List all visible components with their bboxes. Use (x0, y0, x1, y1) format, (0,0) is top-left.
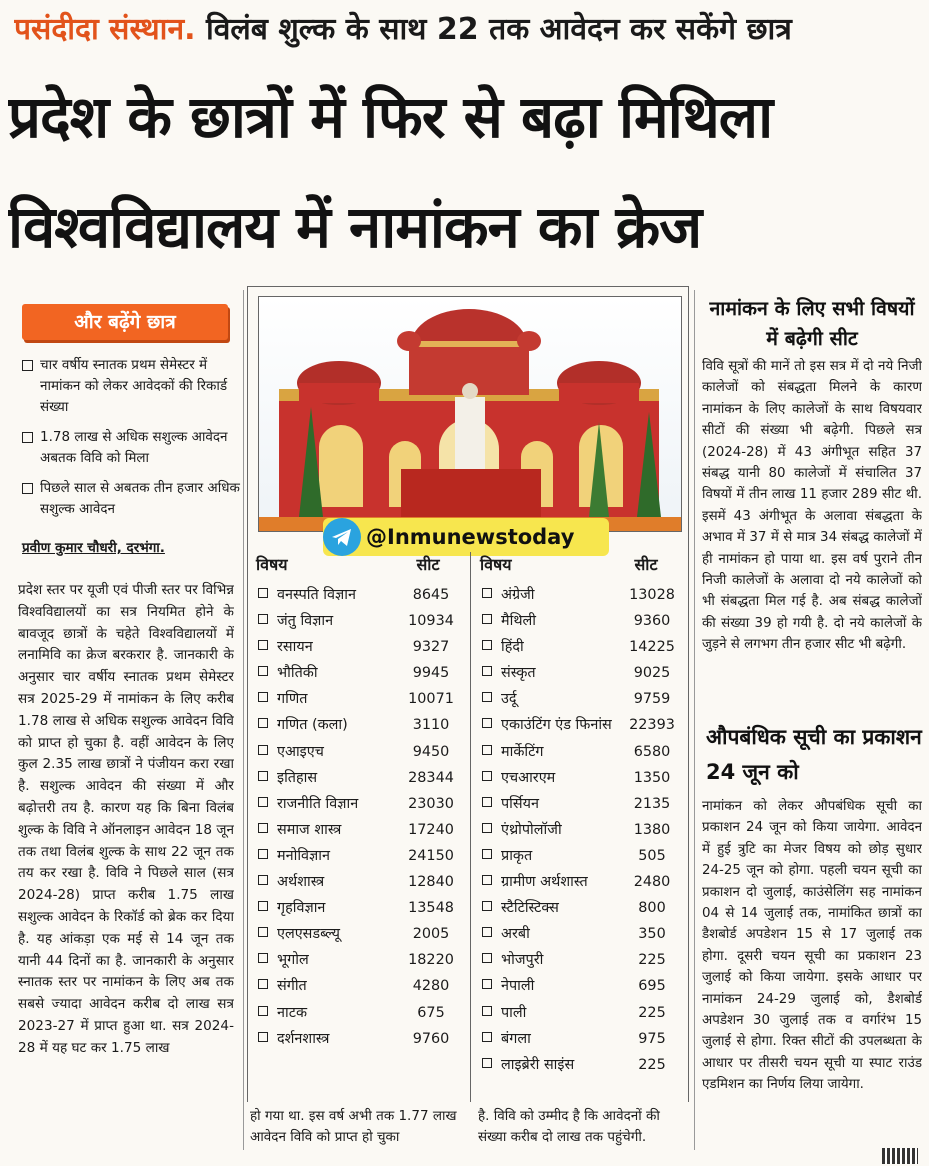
subject-name: अरबी (501, 926, 530, 943)
seat-count: 800 (638, 900, 666, 917)
checkbox-icon (482, 849, 492, 859)
table-row (482, 895, 688, 921)
telegram-glyph (323, 518, 361, 556)
subject-name: इतिहास (277, 769, 318, 786)
table-row (258, 843, 468, 869)
subject-cell (258, 1026, 400, 1052)
subject-cell (482, 817, 620, 843)
table-row (258, 1026, 468, 1052)
column-divider (243, 290, 244, 1150)
table-row (258, 686, 468, 712)
table-row (258, 582, 468, 608)
checkbox-icon (258, 1032, 268, 1042)
table-row (482, 634, 688, 660)
checkbox-icon (258, 745, 268, 755)
subject-cell (258, 973, 400, 999)
seat-count: 9759 (633, 691, 671, 708)
subject-name: अर्थशास्त्र (277, 874, 325, 891)
subject-name: पर्सियन (501, 795, 539, 812)
subject-cell (258, 817, 400, 843)
subject-cell (482, 921, 620, 947)
checkbox-icon (258, 901, 268, 911)
table-row (482, 608, 688, 634)
table-row (482, 739, 688, 765)
checkbox-icon (258, 1006, 268, 1016)
subject-name: पाली (501, 1004, 527, 1021)
table-row (482, 712, 688, 738)
checkbox-icon (482, 875, 492, 885)
seat-count: 225 (638, 952, 666, 969)
checkbox-icon (482, 953, 492, 963)
headline-line-1: प्रदेश के छात्रों में फिर से बढ़ा मिथिला (8, 83, 773, 151)
checkbox-icon (482, 1058, 492, 1068)
checkbox-icon (258, 640, 268, 650)
table-row (258, 817, 468, 843)
subject-name: स्टैटिस्टिक्स (501, 900, 559, 917)
byline: प्रवीण कुमार चौधरी, दरभंगा. (22, 540, 165, 556)
seat-count: 225 (638, 1056, 666, 1073)
seat-count: 23030 (408, 795, 454, 812)
seat-count: 1350 (633, 769, 671, 786)
table-row (482, 791, 688, 817)
subject-cell (258, 660, 400, 686)
table-row (482, 1000, 688, 1026)
subject-name: हिंदी (501, 639, 524, 656)
university-building-photo (258, 296, 682, 532)
seat-count: 9450 (412, 743, 450, 760)
seat-count: 14225 (629, 639, 675, 656)
seat-count: 10934 (408, 613, 454, 630)
building-illustration (259, 297, 681, 531)
checkbox-icon (482, 979, 492, 989)
subject-name: समाज शास्त्र (277, 821, 342, 838)
subject-cell (258, 1000, 400, 1026)
seat-count: 3110 (412, 717, 450, 734)
table-row (258, 739, 468, 765)
table-row (258, 660, 468, 686)
checkbox-icon (482, 1006, 492, 1016)
subject-name: दर्शनशास्त्र (277, 1030, 330, 1047)
subject-name: मार्केटिंग (501, 743, 544, 760)
table-row (482, 921, 688, 947)
subject-name: जंतु विज्ञान (277, 613, 334, 630)
subject-cell (258, 895, 400, 921)
subject-cell (258, 765, 400, 791)
subject-name: रसायन (277, 639, 313, 656)
table-row (258, 895, 468, 921)
subject-name: भूगोल (277, 952, 309, 969)
seat-count: 2135 (633, 795, 671, 812)
seat-table-left (258, 582, 468, 1052)
subject-cell (258, 947, 400, 973)
table-row (482, 765, 688, 791)
bullet-item: पिछले साल से अबतक तीन हजार अधिक सशुल्क आवेदन (20, 478, 240, 520)
checkbox-icon (258, 666, 268, 676)
seat-count: 675 (417, 1004, 445, 1021)
table-row (258, 947, 468, 973)
checkbox-icon (258, 979, 268, 989)
checkbox-icon (258, 927, 268, 937)
subject-name: गणित (277, 691, 308, 708)
subject-name: एचआरएम (501, 769, 556, 786)
kicker-text: विलंब शुल्क के साथ 22 तक आवेदन कर सकेंगे छात्र (205, 12, 792, 47)
checkbox-icon (258, 692, 268, 702)
subject-cell (482, 1026, 620, 1052)
subject-cell (258, 634, 400, 660)
subject-name: अंग्रेजी (501, 587, 535, 603)
subject-cell (482, 947, 620, 973)
subject-name: भोजपुरी (501, 952, 544, 969)
seat-count: 1380 (633, 821, 671, 838)
table-row (258, 869, 468, 895)
seat-count: 4280 (412, 978, 450, 995)
checkbox-icon (258, 953, 268, 963)
subject-name: ग्रामीण अर्थशास्त (501, 874, 588, 891)
subject-name: मैथिली (501, 613, 537, 630)
subject-name: गृहविज्ञान (277, 900, 326, 917)
seat-count: 695 (638, 978, 666, 995)
table-row (258, 712, 468, 738)
table-row (482, 869, 688, 895)
subject-name: एआइएच (277, 743, 324, 760)
kicker-line (14, 8, 919, 52)
subject-name: एकाउंटिंग एंड फिनांस (501, 717, 612, 734)
subject-cell (258, 791, 400, 817)
checkbox-icon (482, 771, 492, 781)
table-row (482, 843, 688, 869)
checkbox-icon (482, 927, 492, 937)
seat-count: 9327 (412, 639, 450, 656)
subject-cell (482, 739, 620, 765)
seat-count: 6580 (633, 743, 671, 760)
table-row (482, 817, 688, 843)
seat-count: 22393 (629, 717, 675, 734)
subject-name: बंगला (501, 1030, 531, 1047)
seat-count: 13028 (629, 587, 675, 603)
checkbox-icon (482, 718, 492, 728)
subject-cell (482, 634, 620, 660)
subject-name: संस्कृत (501, 665, 536, 682)
subject-cell (482, 686, 620, 712)
seat-count: 13548 (408, 900, 454, 917)
subject-name: भौतिकी (277, 665, 318, 682)
table-row (482, 686, 688, 712)
checkbox-icon (482, 692, 492, 702)
sidebar-banner: और बढ़ेंगे छात्र (22, 304, 228, 340)
telegram-icon (323, 518, 361, 556)
table-header-seat: सीट (416, 555, 440, 574)
subject-cell (258, 712, 400, 738)
subheading-provisional-list: औपबंधिक सूची का प्रकाशन 24 जून को (706, 725, 922, 784)
table-header-seat: सीट (634, 555, 658, 574)
kicker-label: पसंदीदा संस्थान. (14, 12, 196, 47)
subject-name: प्राकृत (501, 847, 533, 864)
checkbox-icon (22, 483, 33, 494)
subject-cell (482, 608, 620, 634)
seat-count: 8645 (412, 587, 450, 603)
seat-count: 9760 (412, 1030, 450, 1047)
seat-count: 350 (638, 926, 666, 943)
seat-count: 18220 (408, 952, 454, 969)
checkbox-icon (258, 771, 268, 781)
seat-count: 505 (638, 847, 666, 864)
table-row (482, 973, 688, 999)
subject-cell (258, 843, 400, 869)
checkbox-icon (258, 718, 268, 728)
bullet-item: 1.78 लाख से अधिक सशुल्क आवेदन अबतक विवि को मिला (20, 427, 240, 469)
checkbox-icon (258, 849, 268, 859)
social-handle-text: @Inmunewstoday (366, 525, 575, 549)
subject-cell (482, 843, 620, 869)
headline-line-2: विश्वविद्यालय में नामांकन का क्रेज (8, 193, 702, 261)
table-row (258, 1000, 468, 1026)
checkbox-icon (22, 360, 33, 371)
seat-count: 225 (638, 1004, 666, 1021)
checkbox-icon (258, 614, 268, 624)
table-row (258, 765, 468, 791)
table-row (482, 582, 688, 608)
subject-name: उर्दू (501, 691, 517, 708)
seat-count: 2480 (633, 874, 671, 891)
checkbox-icon (482, 640, 492, 650)
schedule-article-text: नामांकन को लेकर औपबंधिक सूची का प्रकाशन 24 जून को किया जायेगा. आवेदन में हुई त्रुटि का मेजर विषय को छोड़ सुधार 24-25 जून को होगा. पहली चयन सूची का प्रकाशन दो जुलाई, काउंसेलिंग सह नामांकन 04 से 14 जुलाई तक, नामांकित छात्रों का डैशबोर्ड अपडेशन 15 से 17 जुलाई तक होगा. दूसरी चयन सूची का प्रकाशन 23 जुलाई को किया जायेगा. इसके आधार पर नामांकन 24-29 जुलाई को, डैशबोर्ड अपडेशन 30 जुलाई तक व वर्गारंभ 15 जुलाई से होगा. रिक्त सीटों की उपलब्धता के आधार पर तीसरी चयन सूची या स्पाट राउंड एडमिशन का निर्णय लिया जायेगा. (702, 799, 922, 1093)
seat-count: 12840 (408, 874, 454, 891)
subject-name: नेपाली (501, 978, 535, 995)
checkbox-icon (482, 901, 492, 911)
bullet-item: चार वर्षीय स्नातक प्रथम सेमेस्टर में नामांकन को लेकर आवेदकों की रिकार्ड संख्या (20, 355, 240, 418)
table-column-divider (470, 552, 471, 1102)
seat-count: 9360 (633, 613, 671, 630)
subject-cell (258, 686, 400, 712)
checkbox-icon (482, 797, 492, 807)
table-header-subject: विषय (480, 555, 512, 574)
checkbox-icon (258, 823, 268, 833)
subject-cell (482, 791, 620, 817)
subject-name: संगीत (277, 978, 307, 995)
subject-name: एलएसडब्ल्यू (277, 926, 341, 943)
seat-count: 28344 (408, 769, 454, 786)
seat-count: 975 (638, 1030, 666, 1047)
table-header-subject: विषय (256, 555, 288, 574)
seats-article-text: विवि सूत्रों की मानें तो इस सत्र में दो नये निजी कालेजों को संबद्धता मिलने के कारण नामांकन के लिए कालेजों के साथ विषयवार सीटों की संख्या भी बढ़ेगी. पिछले सत्र (2024-28) में 43 अंगीभूत सहित 37 संबद्ध यानी 80 कालेजों में संचालित 37 विषयों में तीन लाख 11 हजार 289 सीट थी. इसमें 43 अंगीभूत के अलावा संबद्धता के अभाव में 37 में से मात्र 34 संबद्ध कालेजों में ही नामांकन हो पाया था. इस वर्ष पुराने तीन निजी कालेजों के अलावा दो नये कालेजों को भी संबद्धता मिल गई है. अब संबद्ध कालेजों की संख्या 39 हो गयी है. दो नये कालेजों के जुड़ने से लगभग तीन हजार सीट भी बढ़ेगी. (702, 359, 922, 653)
checkbox-icon (482, 666, 492, 676)
seat-count: 10071 (408, 691, 454, 708)
table-row (482, 947, 688, 973)
seat-count: 2005 (412, 926, 450, 943)
table-row (258, 608, 468, 634)
subject-name: नाटक (277, 1004, 308, 1021)
column-divider (694, 290, 695, 1150)
article-continuation-2: है. विवि को उम्मीद है कि आवेदनों की संख्या करीब दो लाख तक पहुंचेगी. (478, 1108, 660, 1145)
subheading-seats: नामांकन के लिए सभी विषयों में बढ़ेगी सीट (709, 297, 915, 350)
subject-cell (482, 712, 620, 738)
table-row (482, 1026, 688, 1052)
table-row (258, 791, 468, 817)
subject-name: एंथ्रोपोलॉजी (501, 821, 562, 838)
seat-table-right (482, 582, 688, 1078)
subject-cell (482, 765, 620, 791)
subject-cell (482, 869, 620, 895)
subject-name: वनस्पति विज्ञान (277, 587, 356, 603)
checkbox-icon (482, 614, 492, 624)
subject-cell (482, 660, 620, 686)
seat-count: 9945 (412, 665, 450, 682)
table-row (482, 1052, 688, 1078)
subject-cell (482, 582, 620, 608)
qr-code-icon (882, 1148, 918, 1164)
subject-cell (258, 921, 400, 947)
checkbox-icon (482, 745, 492, 755)
subject-name: गणित (कला) (277, 717, 348, 734)
seat-count: 9025 (633, 665, 671, 682)
subject-cell (258, 739, 400, 765)
checkbox-icon (258, 797, 268, 807)
table-row (258, 921, 468, 947)
subject-name: मनोविज्ञान (277, 847, 330, 864)
subject-cell (482, 1052, 620, 1078)
seat-count: 17240 (408, 821, 454, 838)
subject-cell (258, 608, 400, 634)
main-headline (8, 62, 923, 282)
subject-cell (258, 582, 400, 608)
table-row (258, 634, 468, 660)
checkbox-icon (482, 823, 492, 833)
sidebar-bullets (20, 355, 240, 529)
subject-cell (482, 1000, 620, 1026)
seat-count: 24150 (408, 847, 454, 864)
subject-name: राजनीति विज्ञान (277, 795, 359, 812)
article-continuation-1: हो गया था. इस वर्ष अभी तक 1.77 लाख आवेदन विवि को प्राप्त हो चुका (250, 1108, 457, 1145)
subject-name: लाइब्रेरी साइंस (501, 1056, 575, 1073)
table-row (482, 660, 688, 686)
checkbox-icon (22, 432, 33, 443)
subject-cell (482, 895, 620, 921)
checkbox-icon (258, 875, 268, 885)
table-row (258, 973, 468, 999)
article-body-left: प्रदेश स्तर पर यूजी एवं पीजी स्तर पर विभिन्न विश्वविद्यालयों का सत्र नियमित होने के बावजूद छात्रों के चहेते विश्वविद्यालयों में लनामिवि का क्रेज बरकरार है. जानकारी के अनुसार चार वर्षीय स्नातक प्रथम सेमेस्टर सत्र 2025-29 में नामांकन के लिए करीब 1.78 लाख से अधिक सशुल्क आवेदन विवि को प्राप्त हो चुका है. वहीं आवेदन के लिए कुल 2.35 लाख छात्रों ने पंजीयन करा रखा है. सशुल्क आवेदन की संख्या में और बढ़ोत्तरी तय है. कारण यह कि बिना विलंब शुल्क के विवि ने ऑनलाइन आवेदन 18 जून तक तथा विलंब शुल्क के साथ 22 जून तक तय कर रखा है. विवि ने पिछले साल (सत्र 2024-28) प्राप्त करीब 1.75 लाख सशुल्क आवेदन के रिकॉर्ड को ब्रेक कर दिया है. यह आंकड़ा एक मई से 14 जून तक यानी 44 दिनों का है. जानकारी के अनुसार स्नातक स्तर पर नामांकन के लिए अब तक सबसे ज्यादा आवेदन करीब दो लाख सत्र 2023-27 में प्राप्त हुआ था. सत्र 2024-28 में यह घट कर 1.75 लाख (18, 582, 234, 1056)
subject-cell (482, 973, 620, 999)
checkbox-icon (258, 588, 268, 598)
checkbox-icon (482, 1032, 492, 1042)
subject-cell (258, 869, 400, 895)
checkbox-icon (482, 588, 492, 598)
